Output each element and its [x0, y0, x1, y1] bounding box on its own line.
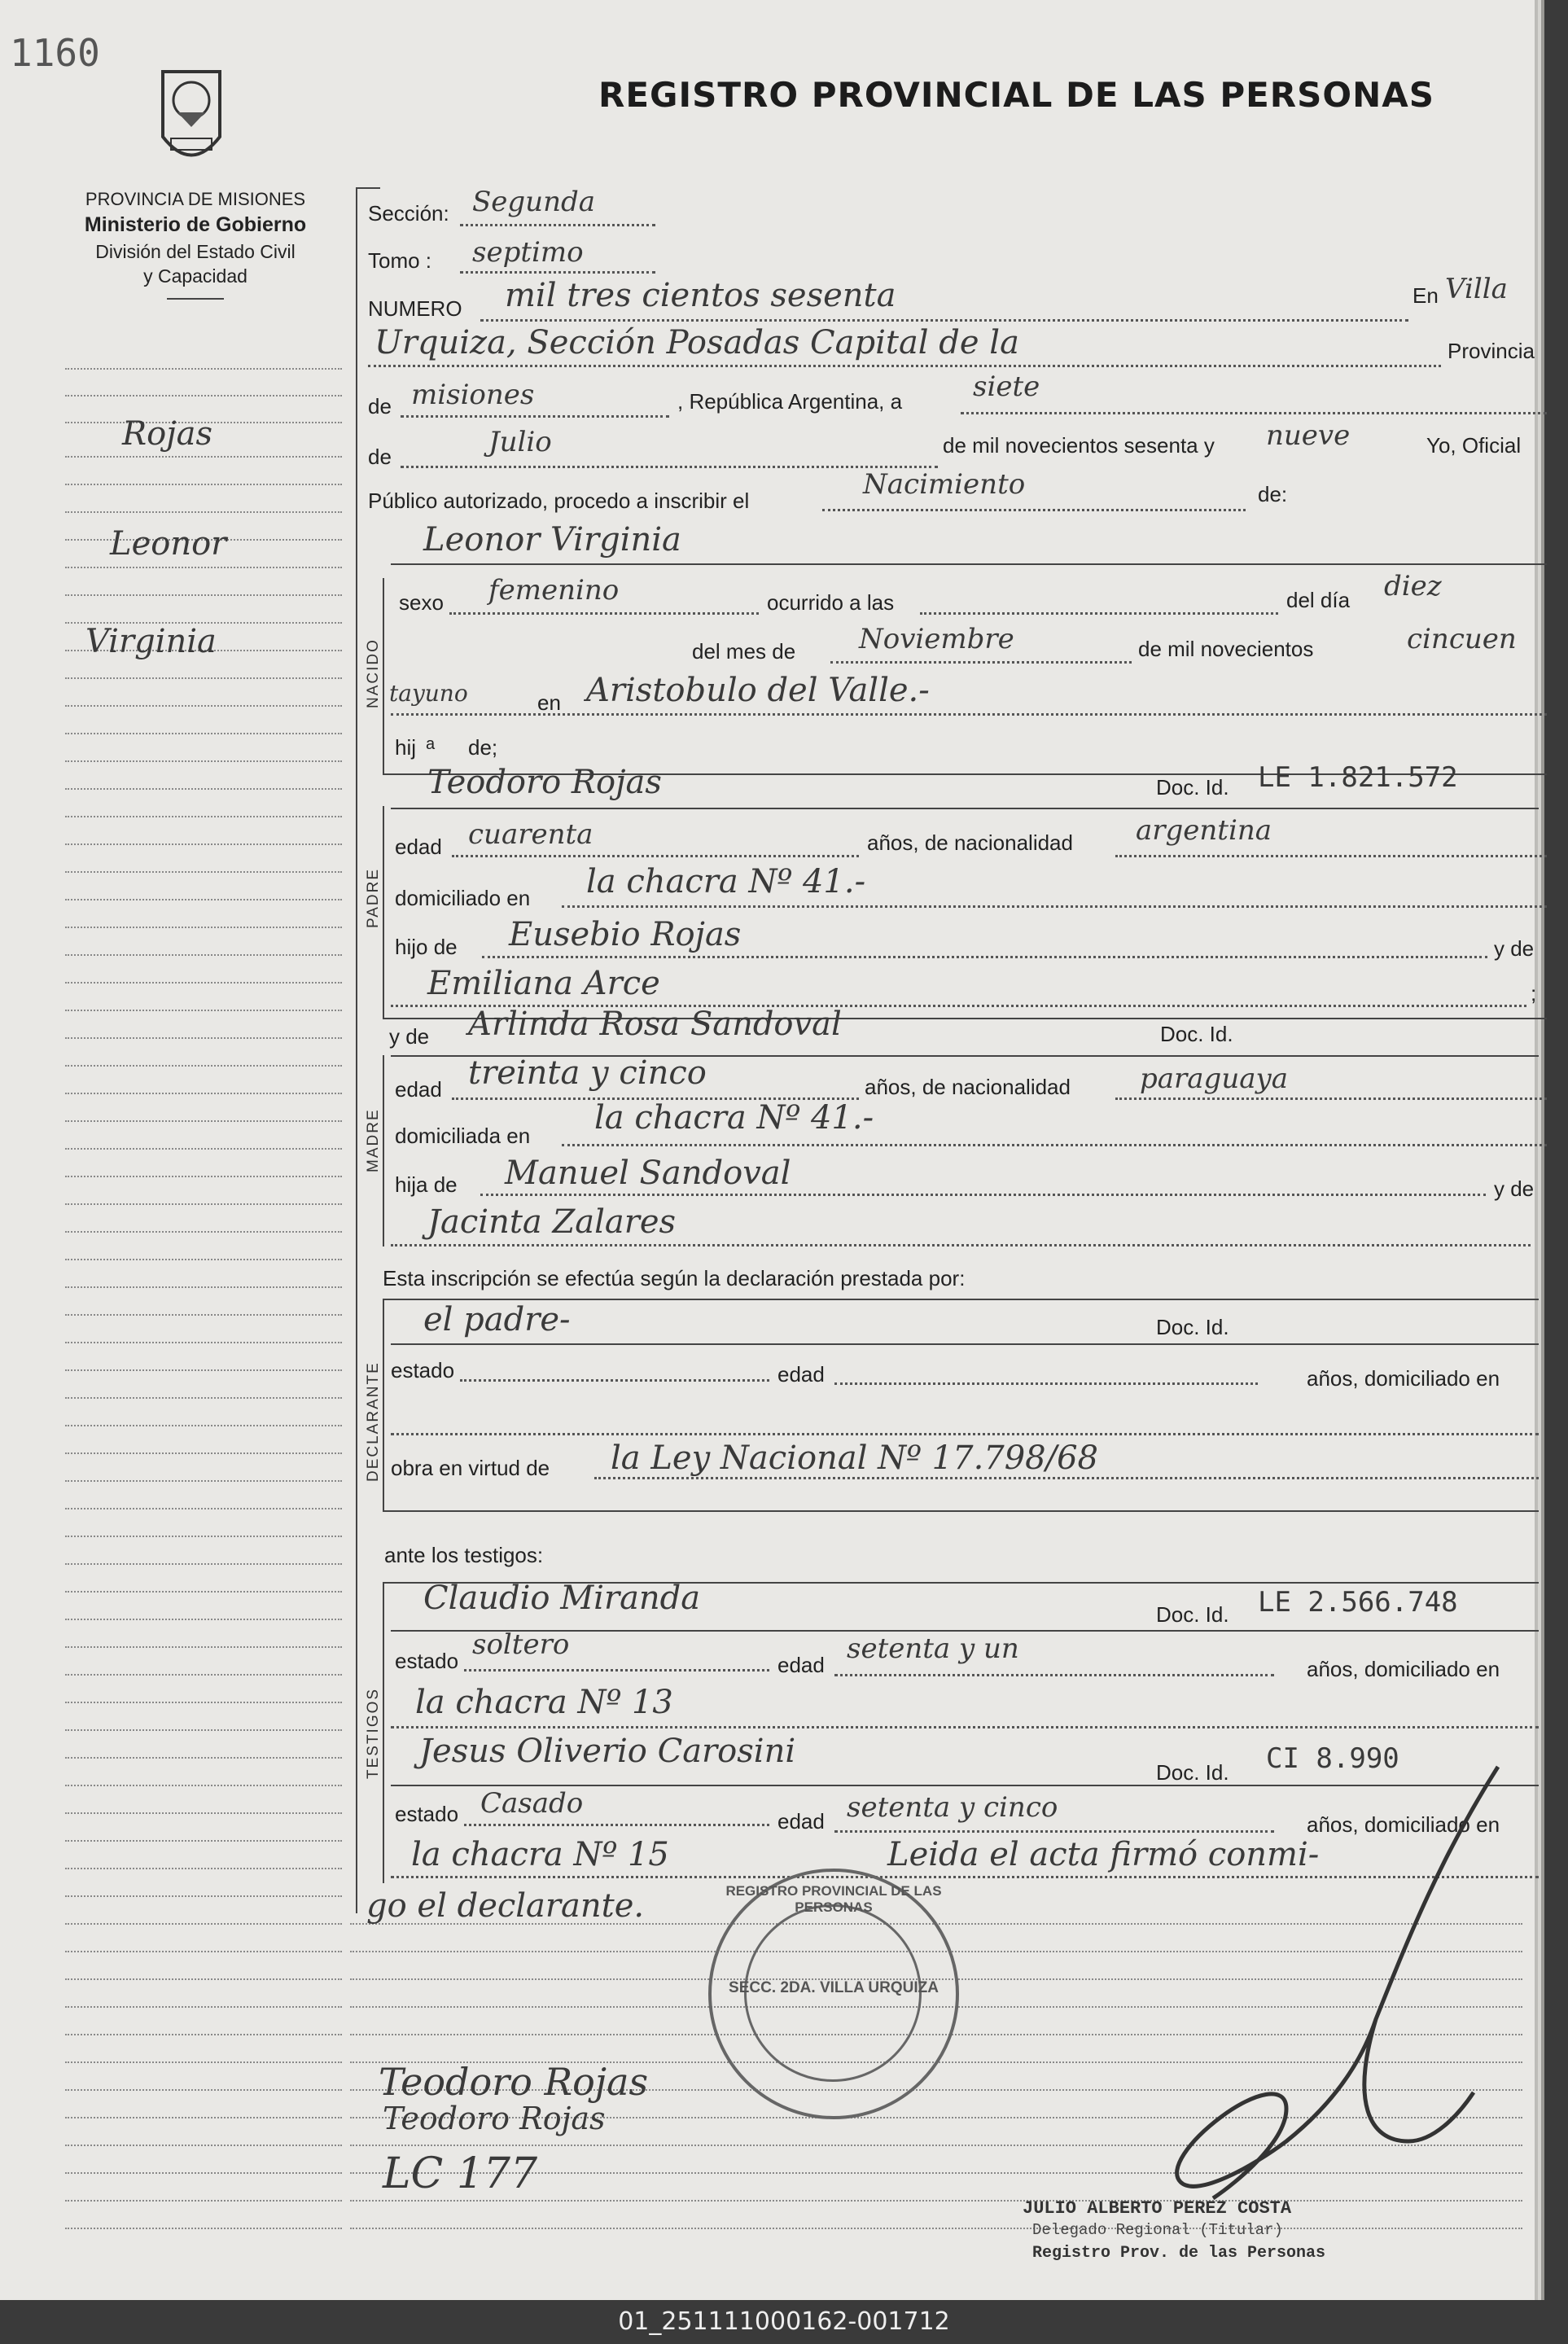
provincia-label: Provincia [1448, 339, 1535, 363]
margin-second-name: Virginia [85, 623, 217, 660]
hijo-de-label: de; [468, 735, 498, 760]
province-label: PROVINCIA DE MISIONES [85, 189, 306, 209]
padre-hijo-de-label: hijo de [395, 935, 458, 959]
ocurrido-label: ocurrido a las [767, 590, 895, 615]
mes-value: Julio [488, 426, 552, 458]
de-label-2: de [368, 445, 392, 469]
testigo2-edad-value: setenta y cinco [847, 1791, 1058, 1824]
padre-madre-value: Emiliana Arce [427, 965, 660, 1002]
testigo1-dom-value: la chacra Nº 13 [415, 1684, 673, 1721]
ley-value: la Ley Nacional Nº 17.798/68 [611, 1439, 1099, 1477]
madre-side-label: MADRE [365, 1108, 382, 1172]
madre-dom-label: domiciliada en [395, 1124, 531, 1148]
sexo-label: sexo [399, 590, 444, 615]
obra-label: obra en virtud de [391, 1456, 550, 1480]
padre-nombre-value: Teodoro Rojas [427, 764, 662, 801]
madre-madre-value: Jacinta Zalares [427, 1203, 677, 1241]
official-signature-icon [1164, 1759, 1506, 2215]
numero-label: NUMERO [368, 296, 462, 321]
image-footer-id: 01_251111000162-001712 [0, 2300, 1568, 2344]
acto-value: Nacimiento [863, 468, 1026, 501]
inscripcion-label: Esta inscripción se efectúa según la declaración prestada por: [383, 1266, 966, 1290]
padre-nac-label: años, de nacionalidad [867, 830, 1073, 855]
testigo2-doc-label: Doc. Id. [1156, 1760, 1229, 1785]
testigo1-estado-value: soltero [472, 1628, 570, 1661]
padre-edad-label: edad [395, 835, 442, 859]
en-label: En [1413, 283, 1439, 308]
madre-dom-value: la chacra Nº 41.- [594, 1099, 874, 1137]
madre-edad-value: treinta y cinco [468, 1054, 707, 1092]
padre-doc-label: Doc. Id. [1156, 775, 1229, 800]
provincia-value: misiones [411, 379, 535, 411]
ano-value: nueve [1266, 419, 1351, 452]
ano-nac-value-1: cincuen [1407, 623, 1517, 655]
testigo2-value: Jesus Oliverio Carosini [419, 1733, 796, 1770]
stamp-ring-text: REGISTRO PROVINCIAL DE LAS PERSONAS [725, 1883, 942, 1915]
tomo-value: septimo [472, 236, 584, 269]
stamp-text: SECC. 2DA. VILLA URQUIZA [729, 1979, 939, 1996]
de-label: de [368, 394, 392, 418]
signature-declarante-3: LC 177 [383, 2149, 538, 2198]
madre-doc-label: Doc. Id. [1160, 1022, 1233, 1046]
padre-doc-value: LE 1.821.572 [1258, 761, 1458, 794]
testigo2-estado-value: Casado [480, 1787, 584, 1820]
testigo2-doc-value: CI 8.990 [1266, 1742, 1399, 1775]
padre-y-de-label: y de [1494, 936, 1535, 961]
testigos-label: ante los testigos: [384, 1543, 544, 1567]
madre-nombre-value: Arlinda Rosa Sandoval [468, 1006, 842, 1043]
registry-stamp [708, 1869, 959, 2119]
del-dia-label: del día [1286, 588, 1351, 612]
signature-declarante-2: Teodoro Rojas [383, 2101, 606, 2136]
ano-nac-value-2: tayuno [389, 680, 468, 707]
seccion-value: Segunda [472, 186, 596, 218]
lugar-value-2: Urquiza, Sección Posadas Capital de la [374, 324, 1019, 361]
testigos-side-label: TESTIGOS [365, 1687, 382, 1779]
publico-label: Público autorizado, procedo a inscribir el [368, 489, 750, 513]
padre-side-label: PADRE [365, 867, 382, 928]
padre-edad-value: cuarenta [468, 818, 593, 851]
signatory-name: JULIO ALBERTO PEREZ COSTA [1023, 2198, 1292, 2219]
padre-padre-value: Eusebio Rojas [509, 916, 742, 953]
madre-padre-value: Manuel Sandoval [505, 1154, 791, 1192]
mes-nac-value: Noviembre [859, 623, 1014, 655]
sesenta-label: de mil novecientos sesenta y [943, 433, 1215, 458]
madre-nac-label: años, de nacionalidad [865, 1075, 1071, 1099]
tomo-label: Tomo : [368, 248, 432, 273]
declarante-edad-label: edad [777, 1362, 825, 1387]
madre-y-de-label-2: y de [1494, 1176, 1535, 1201]
ministry-label: Ministerio de Gobierno [84, 213, 307, 236]
testigo1-value: Claudio Miranda [423, 1579, 701, 1617]
madre-hija-de-label: hija de [395, 1172, 458, 1197]
madre-edad-label: edad [395, 1077, 442, 1102]
padre-nac-value: argentina [1136, 814, 1272, 847]
madre-y-de-label: y de [389, 1024, 430, 1049]
testigo2-dom-label: años, domiciliado en [1307, 1812, 1500, 1837]
page-number: 1160 [10, 31, 100, 75]
signatory-role: Delegado Regional (Titular) [1032, 2221, 1283, 2239]
seccion-label: Sección: [368, 201, 449, 226]
declarante-dom-label: años, domiciliado en [1307, 1366, 1500, 1391]
margin-surname: Rojas [122, 415, 212, 453]
signature-declarante-1: Teodoro Rojas [379, 2060, 649, 2104]
cierre-value-1: Leida el acta firmó conmi- [887, 1836, 1320, 1873]
padre-dom-value: la chacra Nº 41.- [586, 863, 866, 900]
padre-semicolon: ; [1531, 981, 1537, 1006]
dia-value: siete [973, 370, 1040, 403]
numero-value: mil tres cientos sesenta [505, 277, 896, 314]
signatory-org: Registro Prov. de las Personas [1032, 2244, 1326, 2263]
testigo1-doc-label: Doc. Id. [1156, 1602, 1229, 1627]
madre-nac-value: paraguaya [1140, 1062, 1288, 1095]
republica-label: , República Argentina, a [677, 389, 903, 414]
provincial-emblem-icon [155, 64, 228, 177]
hijo-label: hij [395, 735, 417, 760]
padre-dom-label: domiciliado en [395, 886, 531, 910]
mil-novecientos-label: de mil novecientos [1138, 637, 1314, 661]
en-small-label: en [537, 690, 561, 715]
dia-nac-value: diez [1384, 570, 1442, 602]
capacity-label: y Capacidad [143, 265, 247, 287]
hijo-suffix: a [426, 735, 436, 753]
del-mes-label: del mes de [692, 639, 796, 664]
page-title: REGISTRO PROVINCIAL DE LAS PERSONAS [598, 75, 1435, 115]
divider [167, 298, 224, 300]
sexo-value: femenino [488, 574, 620, 607]
division-label: División del Estado Civil [95, 241, 296, 262]
testigo1-edad-value: setenta y un [847, 1632, 1019, 1665]
testigo2-estado-label: estado [395, 1802, 459, 1826]
testigo2-edad-label: edad [777, 1809, 825, 1834]
frame-left-line [356, 187, 357, 1913]
testigo2-dom-value: la chacra Nº 15 [411, 1836, 669, 1873]
cierre-value-2: go el declarante. [366, 1887, 645, 1925]
yo-oficial-label: Yo, Oficial [1426, 433, 1522, 458]
declarante-value: el padre- [423, 1301, 571, 1338]
nombre-value: Leonor Virginia [423, 521, 681, 559]
testigo1-dom-label: años, domiciliado en [1307, 1657, 1500, 1681]
lugar-value-1: Villa [1445, 273, 1508, 305]
testigo1-doc-value: LE 2.566.748 [1258, 1586, 1458, 1619]
nacido-side-label: NACIDO [365, 638, 382, 708]
lugar-nac-value: Aristobulo del Valle.- [586, 672, 930, 709]
declarante-side-label: DECLARANTE [365, 1361, 382, 1482]
testigo1-edad-label: edad [777, 1653, 825, 1677]
declarante-doc-label: Doc. Id. [1156, 1315, 1229, 1339]
declarante-estado-label: estado [391, 1358, 455, 1382]
de-colon-label: de: [1258, 482, 1288, 506]
margin-first-name: Leonor [110, 525, 227, 563]
testigo1-estado-label: estado [395, 1649, 459, 1673]
